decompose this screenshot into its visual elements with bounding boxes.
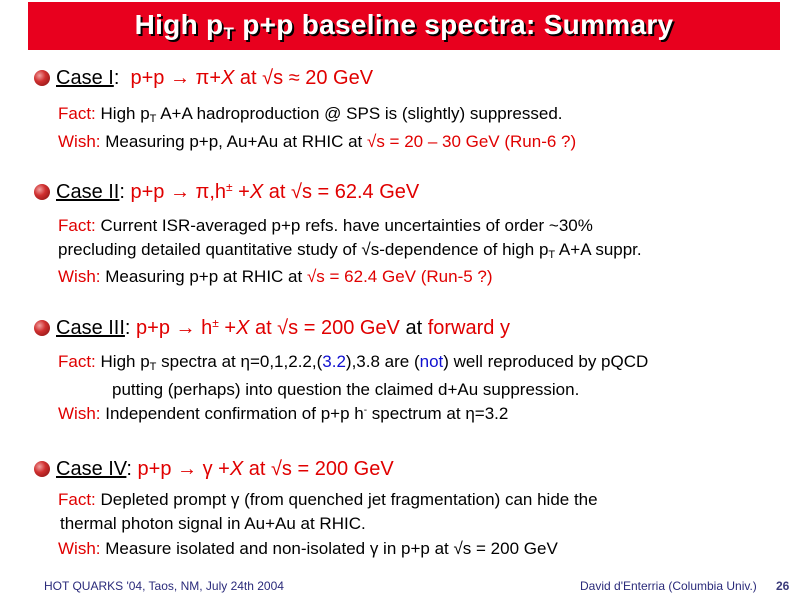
case-3-fact: Fact: High $p_T$ spectra at η=0,1,2.2,(3.2),3.8 are (not) well reproduced by pQCD [58,352,649,373]
bullet-icon [34,320,50,336]
title-bar [28,2,780,50]
case-4-fact-continued: thermal photon signal in Au+Au at RHIC. [60,514,366,533]
case-4-wish: Wish: Measure isolated and non-isolated γ in p+p at √s = 200 GeV [58,539,558,558]
footer-conference: HOT QUARKS '04, Taos, NM, July 24th 2004 [44,579,284,593]
footer-page-number: 26 [776,579,790,593]
case-1-wish: Wish: Measuring p+p, Au+Au at RHIC at √s = 20 – 30 GeV (Run-6 ?) [58,132,577,151]
case-2-wish: Wish: Measuring p+p at RHIC at √s = 62.4 GeV (Run-5 ?) [58,267,493,286]
case-1-heading: Case I: p+p → π+X at √s ≈ 20 GeV [34,67,373,90]
bullet-icon [34,461,50,477]
bullet-icon [34,184,50,200]
slide-title: High $p_T$ p+p baseline spectra: Summary [134,8,674,43]
case-3-heading: Case III: p+p → h± +X at √s = 200 GeV at forward y [34,316,510,340]
case-2-heading: Case II: p+p → π,h± +X at √s = 62.4 GeV [34,180,419,204]
case-3-wish: Wish: Independent confirmation of p+p h- spectrum at η=3.2 [58,404,509,423]
bullet-icon [34,70,50,86]
case-4-fact: Fact: Depleted prompt γ (from quenched jet fragmentation) can hide the [58,490,598,509]
case-2-fact-continued: precluding detailed quantitative study of √s-dependence of high $p_T$ A+A suppr. [58,240,642,261]
footer-author: David d'Enterria (Columbia Univ.) [580,579,757,593]
case-2-fact: Fact: Current ISR-averaged p+p refs. have uncertainties of order ~30% [58,216,593,235]
case-3-fact-continued: putting (perhaps) into question the claimed d+Au suppression. [112,380,580,399]
case-4-heading: Case IV: p+p → γ +X at √s = 200 GeV [34,458,394,481]
case-1-fact: Fact: High $p_T$ A+A hadroproduction @ SPS is (slightly) suppressed. [58,104,563,125]
